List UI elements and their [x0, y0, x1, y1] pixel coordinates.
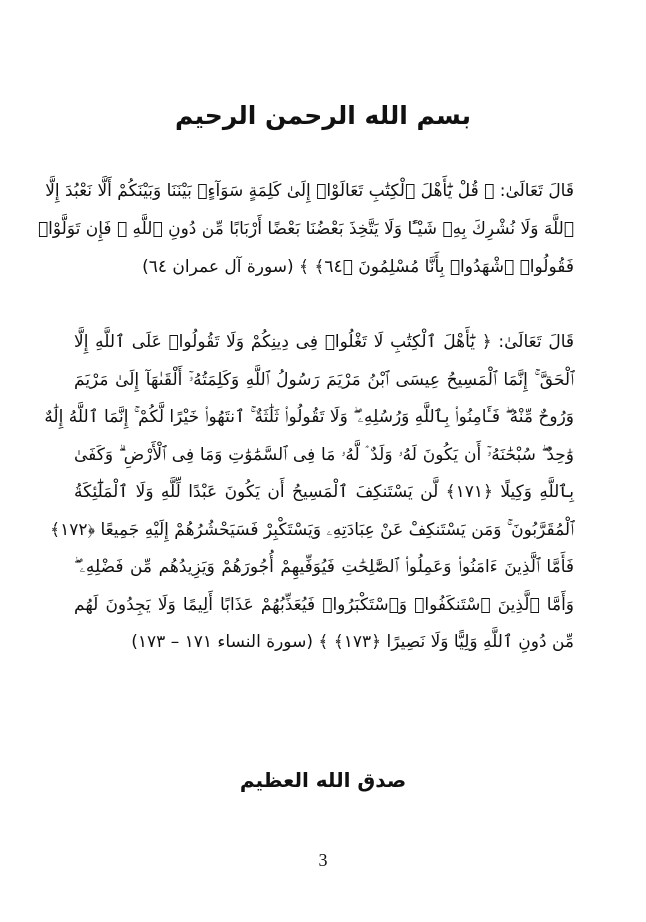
passage-line: قَالَ تَعَالَىٰ: ﴿ يَٰٓأَهْلَ ٱلْكِتَٰبِ لَا تَغْلُوا۟ فِى دِينِكُمْ وَلَا تَقُولُوا۟ عَلَى ٱللَّهِ إِلَّا: [74, 332, 574, 352]
passage-line: ٱلْمُقَرَّبُونَ ۚ وَمَن يَسْتَنكِفْ عَنْ عِبَادَتِهِۦ وَيَسْتَكْبِرْ فَسَيَحْشُرُهُمْ إِلَيْهِ جَمِيعًا ﴿١٧٢﴾: [50, 519, 574, 540]
page-number: 3: [318, 850, 328, 870]
passage-line: قَالَ تَعَالَىٰ: ﴿ قُلْ يَٰٓأَهْلَ ٱلْكِتَٰبِ تَعَالَوْا۟ إِلَىٰ كَلِمَةٍ سَوَآءٍۭ بَيْنَنَا وَبَيْنَكُمْ أَلَّا نَعْبُدَ إِلَّا: [45, 181, 574, 201]
passage-al-imran-64: [37, 172, 574, 286]
passage-an-nisa-171-173: [44, 324, 574, 662]
passage-line: وَٰحِدٌ ۖ سُبْحَٰنَهُۥٓ أَن يَكُونَ لَهُۥ وَلَدٌ ۘ لَّهُۥ مَا فِى ٱلسَّمَٰوَٰتِ وَمَا فِى ٱلْأَرْضِ ۗ وَكَفَىٰ: [74, 444, 574, 465]
basmala-heading: بسم الله الرحمن الرحيم: [175, 101, 471, 130]
passage-line: مِّن دُونِ ٱللَّهِ وَلِيًّا وَلَا نَصِيرًا ﴿١٧٣﴾ ﴾ (سورة النساء ١٧١ – ١٧٣): [131, 632, 574, 652]
passage-line: فَقُولُوا۟ ٱشْهَدُوا۟ بِأَنَّا مُسْلِمُونَ ﴿٦٤﴾ ﴾ (سورة آل عمران ٦٤): [142, 257, 574, 277]
passage-line: ٱلْحَقَّ ۚ إِنَّمَا ٱلْمَسِيحُ عِيسَى ٱبْنُ مَرْيَمَ رَسُولُ ٱللَّهِ وَكَلِمَتُهُۥٓ أَلْقَىٰهَآ إِلَىٰ مَرْيَمَ: [74, 369, 574, 390]
passage-line: فَأَمَّا ٱلَّذِينَ ءَامَنُوا۟ وَعَمِلُوا۟ ٱلصَّٰلِحَٰتِ فَيُوَفِّيهِمْ أُجُورَهُمْ وَيَزِيدُهُم مِّن فَضْلِهِۦ ۖ: [74, 557, 574, 577]
passage-line: وَرُوحٌ مِّنْهُ ۖ فَـَٔامِنُوا۟ بِٱللَّهِ وَرُسُلِهِۦ ۖ وَلَا تَقُولُوا۟ ثَلَٰثَةٌ ۚ ٱنتَهُوا۟ خَيْرًا لَّكُمْ ۚ إِنَّمَا ٱللَّهُ إِلَٰهٌ: [44, 407, 574, 427]
passage-line: ٱللَّهَ وَلَا نُشْرِكَ بِهِۦ شَيْـًٔا وَلَا يَتَّخِذَ بَعْضُنَا بَعْضًا أَرْبَابًا مِّن دُونِ ٱللَّهِ ۚ فَإِن تَوَلَّوْا۟: [37, 219, 574, 239]
closing-phrase: صدق الله العظيم: [239, 768, 407, 792]
passage-line: بِٱللَّهِ وَكِيلًا ﴿١٧١﴾ لَّن يَسْتَنكِفَ ٱلْمَسِيحُ أَن يَكُونَ عَبْدًا لِّلَّهِ وَلَا ٱلْمَلَٰٓئِكَةُ: [74, 482, 574, 502]
passage-line: وَأَمَّا ٱلَّذِينَ ٱسْتَنكَفُوا۟ وَٱسْتَكْبَرُوا۟ فَيُعَذِّبُهُمْ عَذَابًا أَلِيمًا وَلَا يَجِدُونَ لَهُم: [74, 594, 574, 615]
